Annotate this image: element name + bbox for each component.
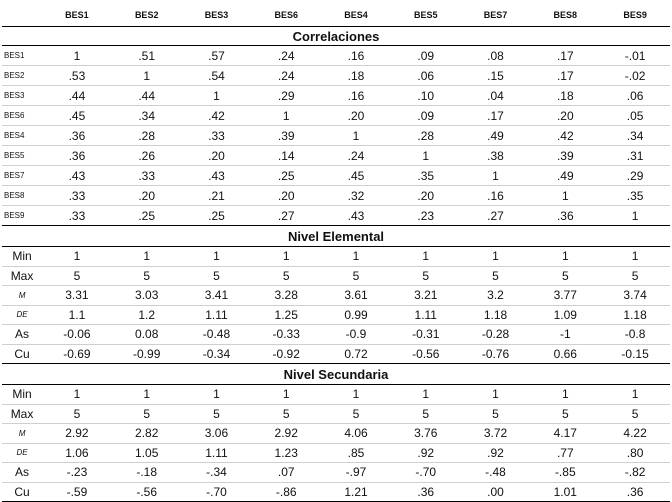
table-cell: 3.21 — [391, 286, 461, 306]
column-header: BES7 — [483, 9, 508, 20]
row-label: M — [2, 424, 42, 444]
table-cell: .25 — [182, 206, 252, 226]
table-cell: 0.08 — [112, 325, 182, 345]
table-cell: 5 — [182, 404, 252, 424]
table-cell: .45 — [42, 106, 112, 126]
table-cell: -0.06 — [42, 325, 112, 345]
table-cell: 1.11 — [182, 443, 252, 463]
table-cell: 5 — [42, 266, 112, 286]
table-cell: .20 — [182, 146, 252, 166]
table-cell: 4.22 — [600, 424, 670, 444]
table-cell: .17 — [530, 66, 600, 86]
table-cell: -0.56 — [391, 344, 461, 364]
table-cell: .17 — [530, 46, 600, 66]
table-cell: 1.11 — [391, 305, 461, 325]
table-cell: .92 — [391, 443, 461, 463]
table-cell: .08 — [461, 46, 531, 66]
table-cell: .38 — [461, 146, 531, 166]
column-header: BES6 — [274, 9, 298, 20]
table-cell: .24 — [321, 146, 391, 166]
table-cell: 3.74 — [600, 286, 670, 306]
table-cell: 1 — [461, 166, 531, 186]
table-cell: 1 — [321, 385, 391, 405]
table-cell: 5 — [321, 404, 391, 424]
table-cell: .36 — [42, 146, 112, 166]
column-header: BES1 — [65, 9, 89, 20]
table-cell: -1 — [530, 325, 600, 345]
section-title: Correlaciones — [2, 27, 670, 46]
table-cell: -.18 — [112, 463, 182, 483]
table-cell: 3.2 — [461, 286, 531, 306]
table-row — [2, 146, 670, 166]
table-cell: 5 — [182, 266, 252, 286]
table-cell: 1 — [600, 385, 670, 405]
table-cell: 0.99 — [321, 305, 391, 325]
table-cell: 1 — [321, 247, 391, 267]
table-cell: 5 — [251, 266, 321, 286]
section-title: Nivel Elemental — [2, 226, 670, 247]
row-label: M — [2, 286, 42, 306]
table-cell: -0.8 — [600, 325, 670, 345]
table-cell: 3.72 — [461, 424, 531, 444]
table-row — [2, 404, 670, 424]
table-cell: .16 — [461, 186, 531, 206]
table-cell: 1 — [600, 247, 670, 267]
table-cell: -0.33 — [251, 325, 321, 345]
column-header-row — [2, 3, 670, 27]
table-cell: .24 — [251, 66, 321, 86]
section-row — [2, 364, 670, 385]
table-row — [2, 126, 670, 146]
table-cell: .33 — [42, 206, 112, 226]
table-cell: .42 — [182, 106, 252, 126]
table-cell: 1 — [251, 247, 321, 267]
column-header: BES8 — [553, 9, 578, 20]
table-cell: 1 — [600, 206, 670, 226]
table-cell: 1.2 — [112, 305, 182, 325]
table-row — [2, 166, 670, 186]
table-cell: -.48 — [461, 463, 531, 483]
table-cell: 5 — [461, 404, 531, 424]
table-cell: 5 — [391, 266, 461, 286]
table-cell: .10 — [391, 86, 461, 106]
table-cell: 1.06 — [42, 443, 112, 463]
row-label: As — [2, 463, 42, 483]
table-cell: 5 — [321, 266, 391, 286]
table-cell: 1 — [182, 385, 252, 405]
table-cell: .23 — [391, 206, 461, 226]
table-cell: .07 — [251, 463, 321, 483]
column-header: BES4 — [344, 9, 368, 20]
table-cell: 1 — [461, 247, 531, 267]
table-cell: 1.01 — [530, 482, 600, 502]
column-header: BES9 — [623, 9, 647, 20]
table-cell: .77 — [530, 443, 600, 463]
table-cell: 0.72 — [321, 344, 391, 364]
table-cell: .35 — [600, 186, 670, 206]
row-label: Max — [2, 404, 42, 424]
table-cell: 1 — [251, 385, 321, 405]
table-cell: .14 — [251, 146, 321, 166]
table-cell: 3.06 — [182, 424, 252, 444]
table-cell: -0.15 — [600, 344, 670, 364]
table-cell: 5 — [112, 266, 182, 286]
table-cell: -.85 — [530, 463, 600, 483]
section-title: Nivel Secundaria — [2, 364, 670, 385]
table-cell: 3.31 — [42, 286, 112, 306]
table-cell: -.02 — [600, 66, 670, 86]
table-cell: 1 — [42, 385, 112, 405]
table-cell: .44 — [42, 86, 112, 106]
table-cell: .33 — [182, 126, 252, 146]
table-cell: .34 — [112, 106, 182, 126]
table-cell: .39 — [530, 146, 600, 166]
table-cell: -0.48 — [182, 325, 252, 345]
row-label: Min — [2, 385, 42, 405]
table-cell: 5 — [391, 404, 461, 424]
table-cell: .36 — [530, 206, 600, 226]
table-cell: -.70 — [182, 482, 252, 502]
table-cell: .26 — [112, 146, 182, 166]
table-cell: 5 — [112, 404, 182, 424]
table-row — [2, 424, 670, 444]
table-cell: -.82 — [600, 463, 670, 483]
table-cell: .49 — [530, 166, 600, 186]
table-cell: -.97 — [321, 463, 391, 483]
table-cell: .04 — [461, 86, 531, 106]
table-cell: .80 — [600, 443, 670, 463]
table-cell: .49 — [461, 126, 531, 146]
table-cell: .20 — [112, 186, 182, 206]
table-cell: .32 — [321, 186, 391, 206]
table-cell: 3.76 — [391, 424, 461, 444]
row-label: As — [2, 325, 42, 345]
table-cell: .20 — [530, 106, 600, 126]
table-row — [2, 482, 670, 502]
table-cell: 4.17 — [530, 424, 600, 444]
table-row — [2, 66, 670, 86]
table-cell: 0.66 — [530, 344, 600, 364]
table-cell: .28 — [391, 126, 461, 146]
table-cell: -.56 — [112, 482, 182, 502]
row-label: BES4 — [2, 126, 42, 146]
section-row — [2, 27, 670, 46]
table-cell: .18 — [321, 66, 391, 86]
table-cell: 5 — [600, 266, 670, 286]
table-cell: -0.34 — [182, 344, 252, 364]
table-cell: 1 — [251, 106, 321, 126]
table-cell: -0.9 — [321, 325, 391, 345]
table-cell: .20 — [321, 106, 391, 126]
table-cell: 1.18 — [461, 305, 531, 325]
table-cell: .15 — [461, 66, 531, 86]
table-row — [2, 266, 670, 286]
table-cell: .27 — [461, 206, 531, 226]
table-cell: .44 — [112, 86, 182, 106]
table-cell: .85 — [321, 443, 391, 463]
table-cell: 1 — [182, 86, 252, 106]
table-cell: -.86 — [251, 482, 321, 502]
row-label: DE — [2, 305, 42, 325]
table-cell: 1.21 — [321, 482, 391, 502]
table-row — [2, 385, 670, 405]
table-cell: 1.18 — [600, 305, 670, 325]
row-label: Cu — [2, 344, 42, 364]
table-row — [2, 463, 670, 483]
table-cell: 5 — [251, 404, 321, 424]
table-cell: 1 — [391, 146, 461, 166]
table-cell: 3.03 — [112, 286, 182, 306]
table-cell: 3.77 — [530, 286, 600, 306]
table-cell: -0.28 — [461, 325, 531, 345]
column-header: BES5 — [414, 9, 438, 20]
table-cell: .00 — [461, 482, 531, 502]
table-cell: 1 — [530, 247, 600, 267]
table-cell: 3.61 — [321, 286, 391, 306]
table-cell: 5 — [530, 266, 600, 286]
table-cell: .20 — [251, 186, 321, 206]
table-cell: .43 — [42, 166, 112, 186]
table-cell: 1.11 — [182, 305, 252, 325]
table-cell: .25 — [112, 206, 182, 226]
table-cell: 1 — [112, 247, 182, 267]
table-cell: -0.69 — [42, 344, 112, 364]
row-label: Cu — [2, 482, 42, 502]
table-cell: 1 — [461, 385, 531, 405]
row-label: Min — [2, 247, 42, 267]
table-cell: 1.1 — [42, 305, 112, 325]
table-row — [2, 443, 670, 463]
table-cell: 1 — [42, 247, 112, 267]
table-cell: -0.99 — [112, 344, 182, 364]
table-cell: .51 — [112, 46, 182, 66]
table-cell: 5 — [461, 266, 531, 286]
table-cell: 2.92 — [251, 424, 321, 444]
table-cell: .20 — [391, 186, 461, 206]
table-cell: 1 — [391, 385, 461, 405]
table-cell: .54 — [182, 66, 252, 86]
table-cell: -0.76 — [461, 344, 531, 364]
column-header: BES3 — [204, 9, 229, 20]
table-cell: .28 — [112, 126, 182, 146]
table-cell: .53 — [42, 66, 112, 86]
row-label: BES1 — [2, 46, 42, 66]
table-cell: 1.25 — [251, 305, 321, 325]
table-cell: 1 — [42, 46, 112, 66]
table-cell: .24 — [251, 46, 321, 66]
row-label: Max — [2, 266, 42, 286]
table-cell: .05 — [600, 106, 670, 126]
table-cell: 1 — [530, 186, 600, 206]
table-cell: -0.31 — [391, 325, 461, 345]
table-cell: .39 — [251, 126, 321, 146]
table-cell: .45 — [321, 166, 391, 186]
table-cell: -0.92 — [251, 344, 321, 364]
table-cell: 3.41 — [182, 286, 252, 306]
table-row — [2, 305, 670, 325]
table-cell: 1 — [182, 247, 252, 267]
table-cell: 4.06 — [321, 424, 391, 444]
table-cell: -.70 — [391, 463, 461, 483]
table-cell: .06 — [391, 66, 461, 86]
corner-cell — [2, 3, 42, 27]
table-cell: 5 — [530, 404, 600, 424]
table-cell: .43 — [321, 206, 391, 226]
table-cell: .09 — [391, 46, 461, 66]
table-cell: .31 — [600, 146, 670, 166]
table-row — [2, 186, 670, 206]
table-cell: -.59 — [42, 482, 112, 502]
table-cell: 1 — [112, 385, 182, 405]
table-cell: 5 — [42, 404, 112, 424]
row-label: DE — [2, 443, 42, 463]
table-cell: 3.28 — [251, 286, 321, 306]
table-row — [2, 86, 670, 106]
table-row — [2, 286, 670, 306]
table-cell: .33 — [42, 186, 112, 206]
table-cell: .29 — [251, 86, 321, 106]
table-cell: -.34 — [182, 463, 252, 483]
row-label: BES7 — [2, 166, 42, 186]
table-cell: .06 — [600, 86, 670, 106]
table-cell: .92 — [461, 443, 531, 463]
table-row — [2, 344, 670, 364]
table-cell: .25 — [251, 166, 321, 186]
table-cell: -.23 — [42, 463, 112, 483]
section-row — [2, 226, 670, 247]
table-row — [2, 106, 670, 126]
table-cell: .33 — [112, 166, 182, 186]
table-cell: .36 — [600, 482, 670, 502]
correlation-statistics-table — [2, 3, 670, 502]
table-cell: .36 — [391, 482, 461, 502]
table-cell: .35 — [391, 166, 461, 186]
table-cell: 2.92 — [42, 424, 112, 444]
table-cell: .36 — [42, 126, 112, 146]
table-cell: .16 — [321, 86, 391, 106]
table-cell: 1 — [391, 247, 461, 267]
table-row — [2, 206, 670, 226]
row-label: BES2 — [2, 66, 42, 86]
table-cell: .09 — [391, 106, 461, 126]
row-label: BES8 — [2, 186, 42, 206]
table-cell: .17 — [461, 106, 531, 126]
table-cell: 1 — [530, 385, 600, 405]
table-row — [2, 247, 670, 267]
table-row — [2, 325, 670, 345]
table-cell: 2.82 — [112, 424, 182, 444]
table-row — [2, 46, 670, 66]
table-cell: 1.23 — [251, 443, 321, 463]
column-header: BES2 — [134, 9, 159, 20]
table-cell: .21 — [182, 186, 252, 206]
table-cell: 1.05 — [112, 443, 182, 463]
table-cell: .18 — [530, 86, 600, 106]
table-cell: .42 — [530, 126, 600, 146]
table-cell: 1.09 — [530, 305, 600, 325]
row-label: BES3 — [2, 86, 42, 106]
row-label: BES6 — [2, 106, 42, 126]
table-body — [2, 27, 670, 502]
table-cell: .29 — [600, 166, 670, 186]
table-cell: .34 — [600, 126, 670, 146]
table-cell: .27 — [251, 206, 321, 226]
table-cell: .57 — [182, 46, 252, 66]
table-cell: .16 — [321, 46, 391, 66]
table-cell: 1 — [112, 66, 182, 86]
table-cell: .43 — [182, 166, 252, 186]
table-cell: 5 — [600, 404, 670, 424]
row-label: BES9 — [2, 206, 42, 226]
table-cell: 1 — [321, 126, 391, 146]
table-cell: -.01 — [600, 46, 670, 66]
row-label: BES5 — [2, 146, 42, 166]
